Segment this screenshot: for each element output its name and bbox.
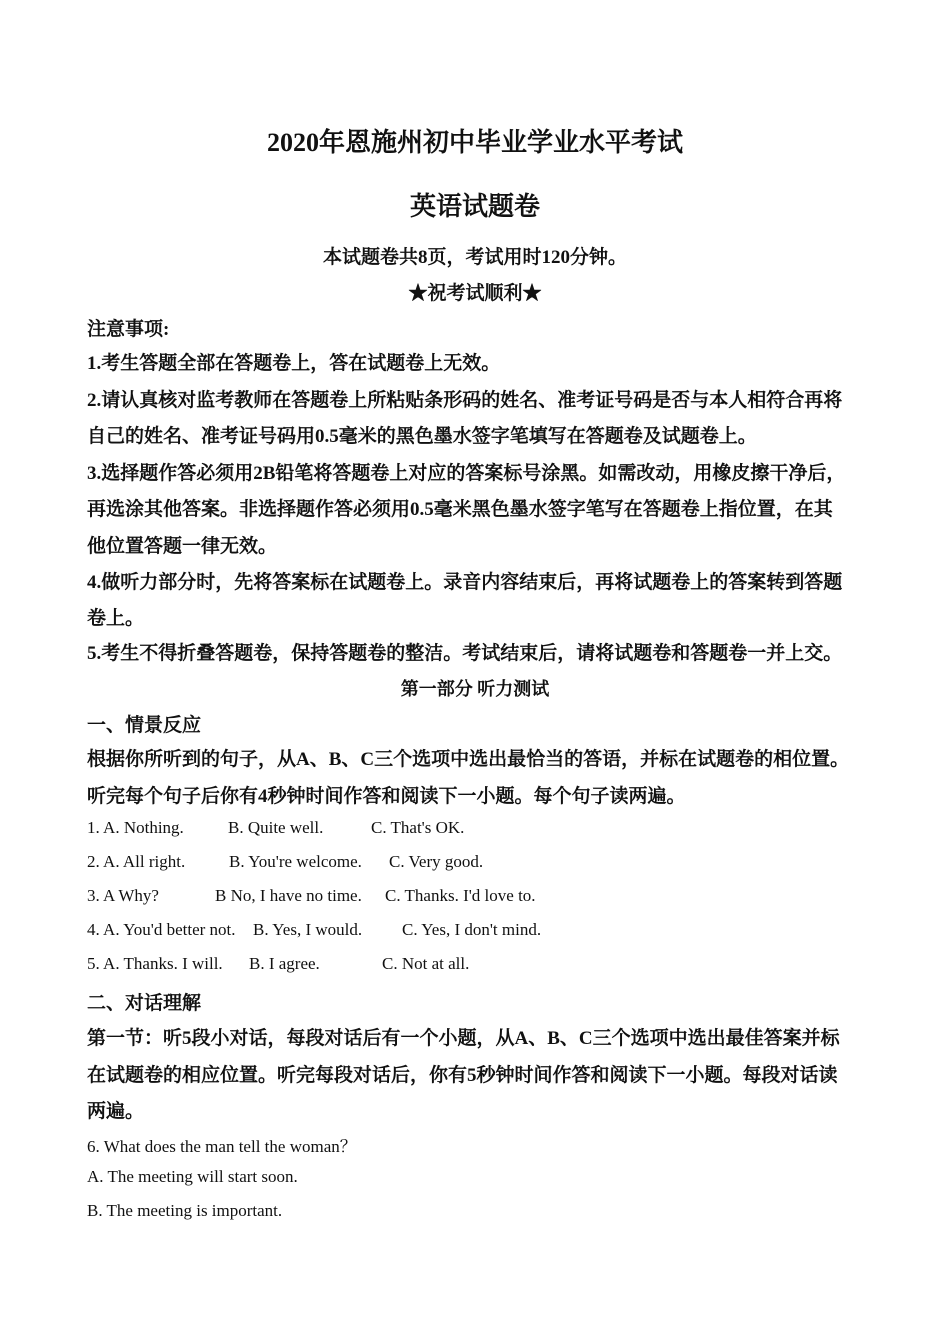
section2-instruction: 在试题卷的相应位置。听完每段对话后，你有5秒钟时间作答和阅读下一小题。每段对话读 (87, 1065, 838, 1086)
section2-heading: 二、对话理解 (87, 993, 202, 1014)
option-c: C. Not at all. (382, 954, 470, 973)
section2-instruction: 第一节：听5段小对话，每段对话后有一个小题，从A、B、C三个选项中选出最佳答案并标 (87, 1028, 840, 1049)
notes-line: 自己的姓名、准考证号码用0.5毫米的黑色墨水签字笔填写在答题卷及试题卷上。 (87, 426, 757, 447)
option-b: B. Quite well. (228, 818, 324, 837)
option-b: B No, I have no time. (215, 886, 362, 905)
question-6-option-a: A. The meeting will start soon. (87, 1167, 298, 1186)
notes-line: 1.考生答题全部在答题卷上，答在试题卷上无效。 (87, 353, 501, 374)
option-a: 4. A. You'd better not. (87, 920, 236, 939)
option-b: B. Yes, I would. (253, 920, 363, 939)
question-6-option-b: B. The meeting is important. (87, 1201, 283, 1220)
option-a: 3. A Why? (87, 886, 159, 905)
section1-instruction: 听完每个句子后你有4秒钟时间作答和阅读下一小题。每个句子读两遍。 (87, 786, 686, 807)
exam-wish: ★祝考试顺利★ (408, 283, 542, 304)
notes-line: 5.考生不得折叠答题卷，保持答题卷的整洁。考试结束后，请将试题卷和答题卷一并上交。 (87, 643, 843, 664)
notes-line: 卷上。 (87, 608, 145, 629)
notes-line: 再选涂其他答案。非选择题作答必须用0.5毫米黑色墨水签字笔写在答题卷上指位置，在其 (87, 499, 833, 520)
option-b: B. You're welcome. (229, 852, 362, 871)
notes-line: 2.请认真核对监考教师在答题卷上所粘贴条形码的姓名、准考证号码是否与本人相符合再将 (87, 390, 843, 411)
option-a: 2. A. All right. (87, 852, 186, 871)
option-c: C. That's OK. (371, 818, 465, 837)
notes-line: 他位置答题一律无效。 (87, 536, 278, 557)
option-a: 1. A. Nothing. (87, 818, 184, 837)
section1-heading: 一、情景反应 (87, 715, 202, 736)
exam-title: 2020年恩施州初中毕业学业水平考试 (266, 128, 683, 157)
option-c: C. Thanks. I'd love to. (385, 886, 536, 905)
exam-info: 本试题卷共8页，考试用时120分钟。 (322, 247, 627, 268)
exam-subtitle: 英语试题卷 (409, 192, 540, 221)
option-b: B. I agree. (249, 954, 320, 973)
option-a: 5. A. Thanks. I will. (87, 954, 223, 973)
section2-instruction: 两遍。 (87, 1101, 145, 1122)
notes-heading: 注意事项: (87, 319, 170, 340)
notes-line: 4.做听力部分时，先将答案标在试题卷上。录音内容结束后，再将试题卷上的答案转到答题 (87, 572, 843, 593)
question-6-text: 6. What does the man tell the woman？ (87, 1137, 357, 1156)
option-c: C. Yes, I don't mind. (402, 920, 542, 939)
notes-line: 3.选择题作答必须用2B铅笔将答题卷上对应的答案标号涂黑。如需改动，用橡皮擦干净后， (87, 463, 846, 484)
part1-title: 第一部分 听力测试 (400, 679, 550, 699)
option-c: C. Very good. (389, 852, 484, 871)
section1-instruction: 根据你所听到的句子，从A、B、C三个选项中选出最恰当的答语，并标在试题卷的相位置。 (87, 749, 850, 770)
